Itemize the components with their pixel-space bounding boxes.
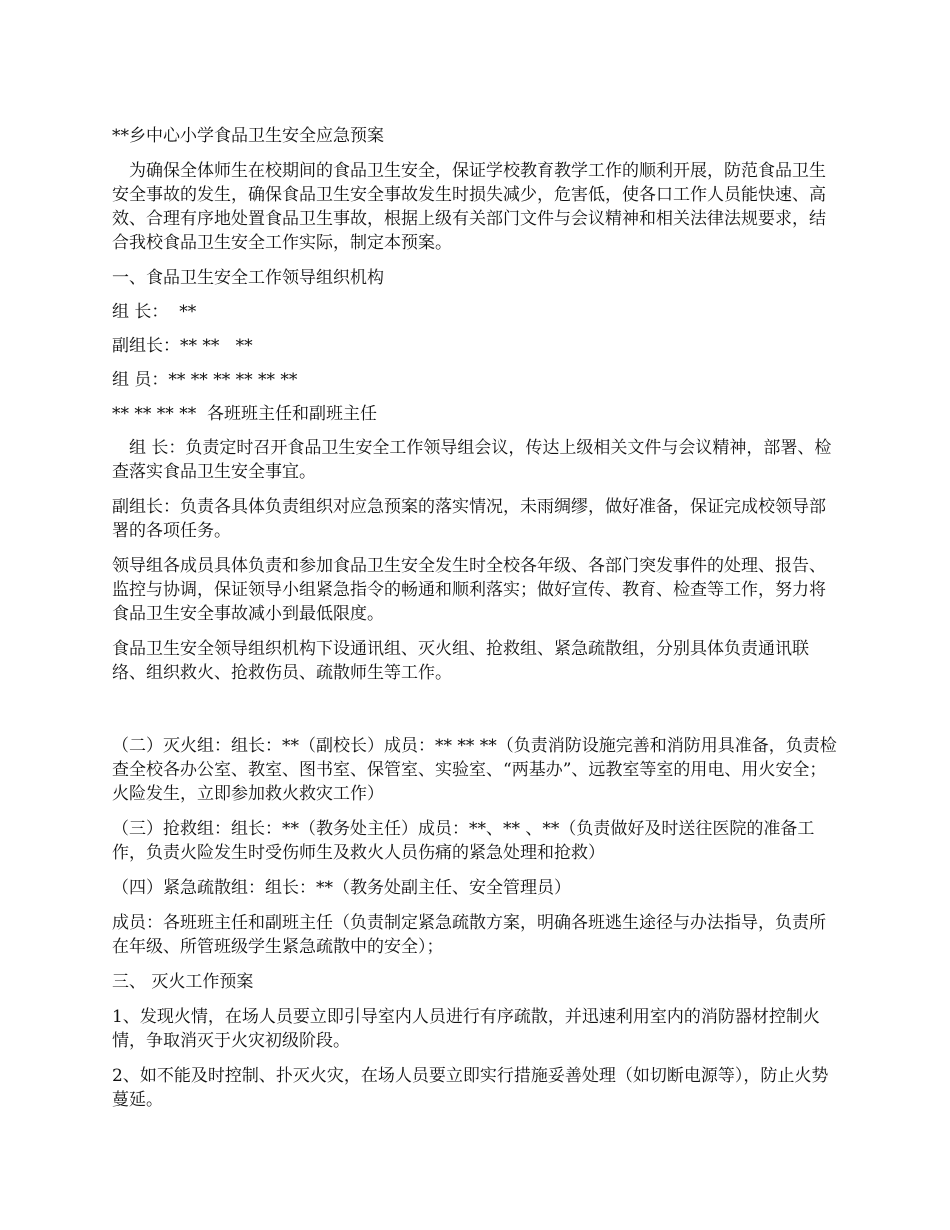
blank-spacer [112,685,842,734]
section-heading-3: 三、 灭火工作预案 [112,972,254,992]
fire-group-paragraph: （二）灭火组：组长：**（副校长）成员：** ** **（负责消防设施完善和消防用具准备，负责检查全校各办公室、教室、图书室、保管室、实验室、“两基办”、远教室等室的用电、用火安全；火险发生，立即参加救火救灾工作） [112,736,837,804]
vice-leader-duty-paragraph: 副组长：负责各具体负责组织对应急预案的落实情况，未雨绸缪，做好准备，保证完成校领导部署的各项任务。 [112,497,826,541]
evacuation-members-paragraph: 成员：各班班主任和副班主任（负责制定紧急疏散方案，明确各班逃生途径与办法指导，负责所在年级、所管班级学生紧急疏散中的安全）； [112,913,826,957]
vice-leader-line: 副组长：** ** ** [112,336,253,356]
document-page [112,124,842,1112]
leader-line: 组 长： ** [112,302,197,322]
members-line: 组 员：** ** ** ** ** ** [112,370,298,390]
rescue-group-paragraph: （三）抢救组：组长：**（教务处主任）成员：**、** 、**（负责做好及时送往医院的准备工作，负责火险发生时受伤师生及救火人员伤痛的紧急处理和抢救） [112,819,815,863]
fire-step-2: 2、如不能及时控制、扑灭火灾，在场人员要立即实行措施妥善处理（如切断电源等），防止火势蔓延。 [112,1066,829,1110]
fire-step-1: 1、发现火情，在场人员要立即引导室内人员进行有序疏散，并迅速利用室内的消防器材控制火情，争取消灭于火灾初级阶段。 [112,1007,820,1051]
evacuation-group-paragraph: （四）紧急疏散组：组长：**（教务处副主任、安全管理员） [112,878,571,898]
document-title: **乡中心小学食品卫生安全应急预案 [112,126,384,146]
members-line-2: ** ** ** ** 各班班主任和副班主任 [112,404,378,424]
leader-duty-paragraph: 组 长：负责定时召开食品卫生安全工作领导组会议，传达上级相关文件与会议精神，部署、检查落实食品卫生安全事宜。 [112,438,832,482]
section-heading-1: 一、食品卫生安全工作领导组织机构 [112,268,384,288]
subgroups-paragraph: 食品卫生安全领导组织机构下设通讯组、灭火组、抢救组、紧急疏散组，分别具体负责通讯联络、组织救火、抢救伤员、疏散师生等工作。 [112,639,809,683]
member-duty-paragraph: 领导组各成员具体负责和参加食品卫生安全发生时全校各年级、各部门突发事件的处理、报告、监控与协调，保证领导小组紧急指令的畅通和顺利落实；做好宣传、教育、检查等工作，努力将食品卫生安全事故减小到最低限度。 [112,556,826,624]
intro-paragraph: 为确保全体师生在校期间的食品卫生安全，保证学校教育教学工作的顺利开展，防范食品卫生安全事故的发生，确保食品卫生安全事故发生时损失减少，危害低，使各口工作人员能快速、高效、合理有序地处置食品卫生事故，根据上级有关部门文件与会议精神和相关法律法规要求，结合我校食品卫生安全工作实际，制定本预案。 [112,161,826,253]
